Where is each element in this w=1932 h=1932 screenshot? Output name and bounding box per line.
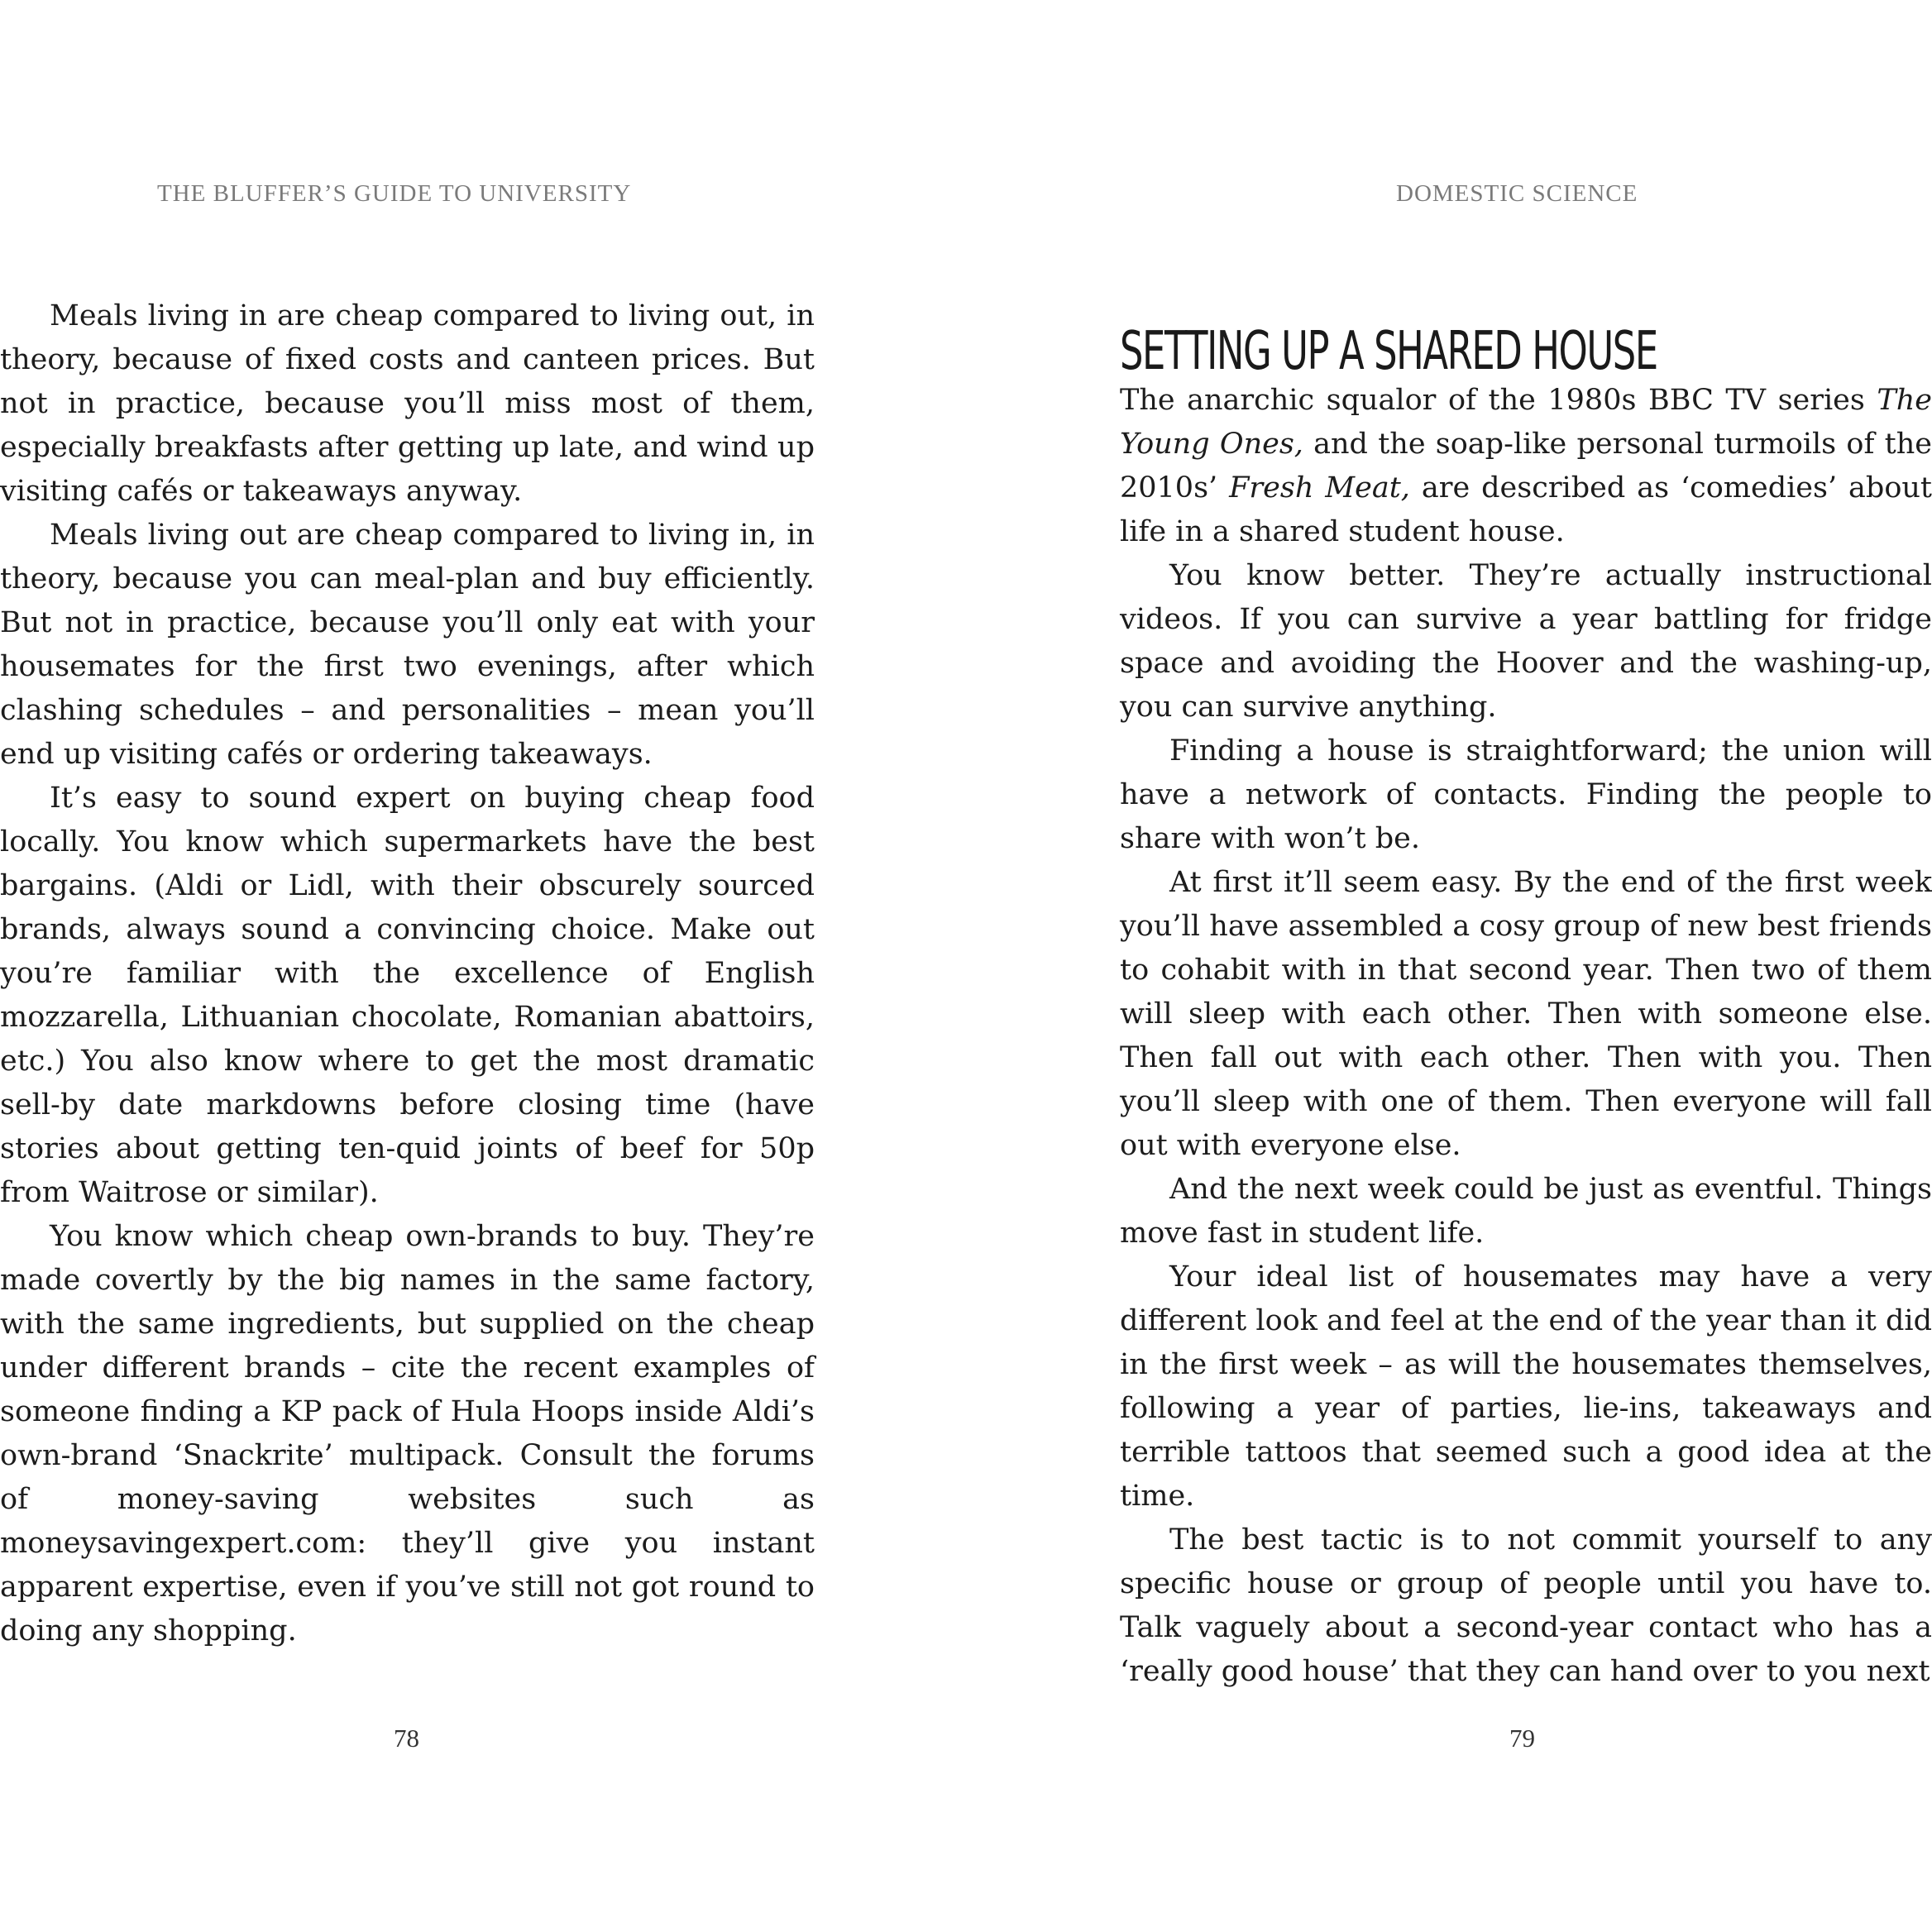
paragraph: The best tactic is to not commit yourself to any specific house or group of people until you have to. Talk vaguely about a second-year contact who has a ‘really good house’ that they can hand over to you next xyxy=(1120,1523,1932,1688)
section-heading: SETTING UP A SHARED HOUSE xyxy=(1120,321,1657,382)
paragraph: You know which cheap own-brands to buy. They’re made covertly by the big names in the same factory, with the same ingredients, but supplied on the cheap under different brands – cite the recent examples of someone finding a KP pack of Hula Hoops inside Aldi’s own-brand ‘Snackrite’ multipack. Consult the forums of money-saving websites such as moneysavingexpert.com: they’ll give you instant apparent expertise, even if you’ve still not got round to doing any shopping. xyxy=(0,1220,815,1647)
paragraph: It’s easy to sound expert on buying cheap food locally. You know which supermarkets have the best bargains. (Aldi or Lidl, with their obscurely sourced brands, always sound a convincing choice. Make out you’re familiar with the excellence of English mozzarella, Lithuanian chocolate, Romanian abattoirs, etc.) You also know where to get the most dramatic sell-by date markdowns before closing time (have stories about getting ten-quid joints of beef for 50p from Waitrose or similar). xyxy=(0,782,815,1209)
running-head-right: DOMESTIC SCIENCE xyxy=(1396,180,1638,207)
body-text-right xyxy=(1120,379,1932,1694)
paragraph: You know better. They’re actually instructional videos. If you can survive a year battling for fridge space and avoiding the Hoover and the washing-up, you can survive anything. xyxy=(1120,559,1932,724)
page-number-right: 79 xyxy=(1509,1724,1535,1753)
italic-title: The Young Ones, xyxy=(1120,384,1932,461)
text-span: are described as ‘comedies’ about life in a shared student house. xyxy=(1120,471,1932,548)
italic-title: Fresh Meat, xyxy=(1229,471,1410,505)
first-paragraph xyxy=(1120,379,1932,554)
page-number-left: 78 xyxy=(394,1724,419,1753)
text-span: The anarchic squalor of the 1980s BBC TV series xyxy=(1120,384,1877,417)
paragraph: Meals living out are cheap compared to living in, in theory, because you can meal-plan and buy efficiently. But not in practice, because you’ll only eat with your housemates for the first two evenings, after which clashing schedules – and personalities – mean you’ll end up visiting cafés or ordering takeaways. xyxy=(0,519,815,771)
body-text-left xyxy=(0,294,815,1653)
paragraph: At first it’ll seem easy. By the end of the first week you’ll have assembled a cosy group of new best friends to cohabit with in that second year. Then two of them will sleep with each other. Then with someone else. Then fall out with each other. Then with you. Then you’ll sleep with one of them. Then everyone will fall out with everyone else. xyxy=(1120,866,1932,1162)
paragraph: Meals living in are cheap compared to living out, in theory, because of fixed costs and canteen prices. But not in practice, because you’ll miss most of them, especially breakfasts after getting up late, and wind up visiting cafés or takeaways anyway. xyxy=(0,299,815,508)
paragraph: And the next week could be just as eventful. Things move fast in student life. xyxy=(1120,1173,1932,1250)
right-page xyxy=(966,0,1932,1932)
paragraph: Your ideal list of housemates may have a very different look and feel at the end of the year than it did in the first week – as will the housemates themselves, following a year of parties, lie-ins, takeaways and terrible tattoos that seemed such a good idea at the time. xyxy=(1120,1260,1932,1513)
text-span: and the soap-like personal turmoils of the 2010s’ xyxy=(1120,428,1932,505)
running-head-left: THE BLUFFER’S GUIDE TO UNIVERSITY xyxy=(157,180,632,207)
paragraph: Finding a house is straightforward; the union will have a network of contacts. Finding the people to share with won’t be. xyxy=(1120,734,1932,855)
